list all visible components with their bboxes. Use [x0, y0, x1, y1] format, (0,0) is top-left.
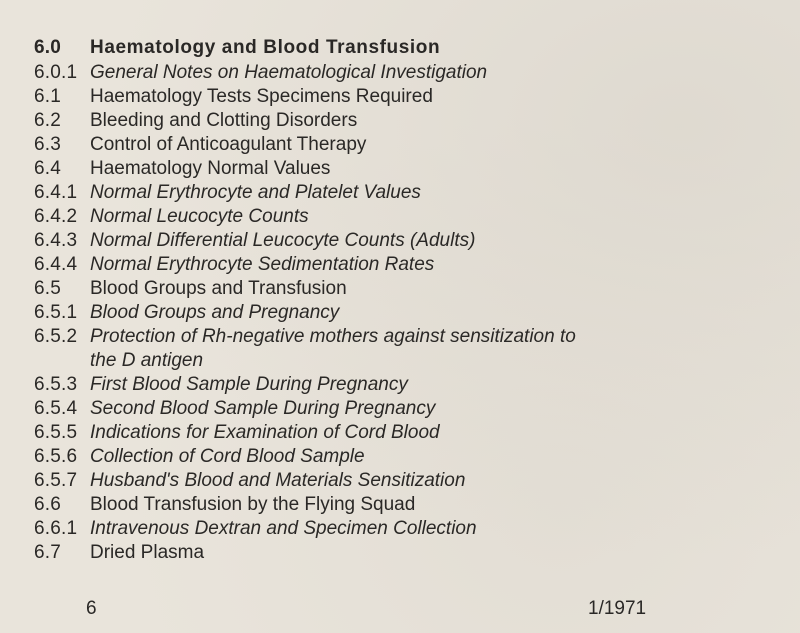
toc-entry	[34, 325, 594, 373]
toc-entry-number: 6.3	[34, 134, 62, 155]
toc-entry-title: Dried Plasma	[90, 542, 205, 563]
toc-entry-title: Blood Transfusion by the Flying Squad	[90, 494, 416, 515]
toc-entry-title: Husband's Blood and Materials Sensitization	[90, 470, 466, 491]
toc-entry-number: 6.6.1	[34, 518, 78, 539]
toc-entry	[34, 301, 594, 325]
toc-entry-title: General Notes on Haematological Investigation	[90, 62, 488, 83]
toc-entries	[34, 61, 594, 565]
toc-entry-number: 6.5	[34, 278, 62, 299]
toc-entry	[34, 397, 594, 421]
toc-entry	[34, 61, 594, 85]
toc-entry	[34, 445, 594, 469]
toc-entry	[34, 157, 594, 181]
toc-entry-number: 6.4.1	[34, 182, 78, 203]
toc-entry-number: 6.4.3	[34, 230, 78, 251]
toc-entry-title: Collection of Cord Blood Sample	[90, 446, 365, 467]
toc-entry	[34, 469, 594, 493]
issue-date: 1/1971	[588, 598, 647, 619]
toc-entry	[34, 205, 594, 229]
toc-entry-title: Blood Groups and Transfusion	[90, 278, 347, 299]
toc-entry-title: Blood Groups and Pregnancy	[90, 302, 340, 323]
toc-entry-number: 6.5.2	[34, 326, 78, 347]
toc-entry	[34, 541, 594, 565]
toc-entry-title: Haematology Normal Values	[90, 158, 331, 179]
toc-entry-number: 6.5.1	[34, 302, 78, 323]
toc-entry-number: 6.5.4	[34, 398, 78, 419]
toc-entry-title: Control of Anticoagulant Therapy	[90, 134, 367, 155]
toc-entry-title: Normal Leucocyte Counts	[90, 206, 309, 227]
toc-entry-title: Bleeding and Clotting Disorders	[90, 110, 358, 131]
toc-entry-number: 6.5.6	[34, 446, 78, 467]
section-number: 6.0	[34, 37, 62, 58]
toc-entry-title: Normal Differential Leucocyte Counts (Adults)	[90, 230, 476, 251]
toc-entry-number: 6.1	[34, 86, 62, 107]
toc-entry	[34, 421, 594, 445]
toc-entry	[34, 277, 594, 301]
toc-entry	[34, 109, 594, 133]
toc-entry-title: Protection of Rh-negative mothers against sensitization to the D antigen	[90, 326, 576, 371]
toc-entry-title: Second Blood Sample During Pregnancy	[90, 398, 436, 419]
toc-entry-number: 6.5.3	[34, 374, 78, 395]
toc-entry	[34, 373, 594, 397]
toc-entry	[34, 493, 594, 517]
toc-entry-number: 6.4.2	[34, 206, 78, 227]
toc-entry-number: 6.5.7	[34, 470, 78, 491]
page-number: 6	[86, 598, 97, 619]
toc-entry-title: Indications for Examination of Cord Blood	[90, 422, 440, 443]
toc-entry-number: 6.4	[34, 158, 62, 179]
toc-entry	[34, 181, 594, 205]
toc-entry	[34, 85, 594, 109]
table-of-contents	[34, 35, 594, 565]
toc-entry-number: 6.4.4	[34, 254, 78, 275]
toc-entry	[34, 517, 594, 541]
toc-entry	[34, 253, 594, 277]
toc-entry-number: 6.2	[34, 110, 62, 131]
toc-entry-number: 6.7	[34, 542, 62, 563]
toc-entry	[34, 133, 594, 157]
toc-entry	[34, 229, 594, 253]
toc-entry-number: 6.0.1	[34, 62, 78, 83]
section-heading	[34, 35, 594, 61]
toc-entry-title: Normal Erythrocyte Sedimentation Rates	[90, 254, 435, 275]
toc-entry-number: 6.5.5	[34, 422, 78, 443]
toc-entry-number: 6.6	[34, 494, 62, 515]
toc-entry-title: Intravenous Dextran and Specimen Collection	[90, 518, 477, 539]
toc-entry-title: First Blood Sample During Pregnancy	[90, 374, 408, 395]
section-title: Haematology and Blood Transfusion	[90, 37, 441, 58]
toc-entry-title: Haematology Tests Specimens Required	[90, 86, 433, 107]
toc-entry-title: Normal Erythrocyte and Platelet Values	[90, 182, 421, 203]
